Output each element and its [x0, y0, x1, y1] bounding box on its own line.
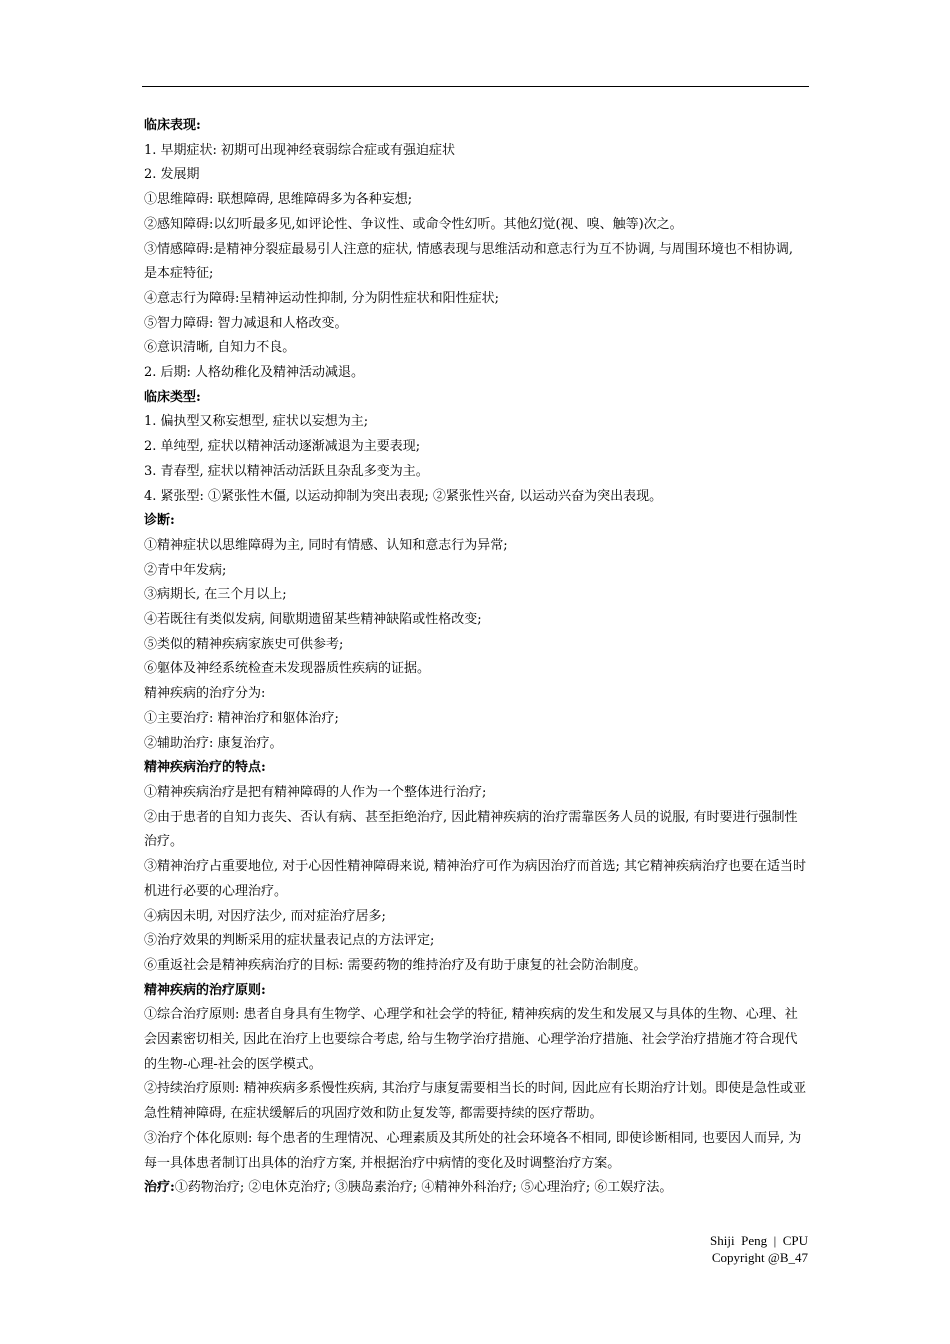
- text-line: ⑥意识清晰, 自知力不良。: [144, 340, 296, 356]
- text-line: ②辅助治疗: 康复治疗。: [144, 735, 283, 751]
- footer-copyright: Copyright @B_47: [711, 1250, 808, 1265]
- text-line: 2. 后期: 人格幼稚化及精神活动减退。: [144, 365, 365, 381]
- treatment-label: 治疗:: [144, 1180, 175, 1196]
- text-line: ①主要治疗: 精神治疗和躯体治疗;: [144, 710, 339, 726]
- text-line: ③病期长, 在三个月以上;: [144, 587, 287, 603]
- text-line: ④若既往有类似发病, 间歇期遗留某些精神缺陷或性格改变;: [144, 612, 482, 628]
- page-footer: [710, 1232, 808, 1266]
- text-line: ①综合治疗原则: 患者自身具有生物学、心理学和社会学的特征, 精神疾病的发生和发展又与具体的生物、心理、社会因素密切相关, 因此在治疗上也要综合考虑, 给与生物学治疗措施、心理学治疗措施、社会学治疗措施才符合现代的生物-心理-社会的医学模式。: [144, 1007, 798, 1072]
- text-line: ⑤治疗效果的判断采用的症状量表记点的方法评定;: [144, 933, 435, 949]
- text-line: ③情感障碍:是精神分裂症最易引人注意的症状, 情感表现与思维活动和意志行为互不协调, 与周围环境也不相协调, 是本症特征;: [144, 241, 794, 282]
- text-line: ⑥重返社会是精神疾病治疗的目标: 需要药物的维持治疗及有助于康复的社会防治制度。: [144, 957, 647, 973]
- text-line: 1. 偏执型又称妄想型, 症状以妄想为主;: [144, 414, 369, 430]
- text-line: ③治疗个体化原则: 每个患者的生理情况、心理素质及其所处的社会环境各不相同, 即使诊断相同, 也要因人而异, 为每一具体患者制订出具体的治疗方案, 并根据治疗中病情的变化及时调整治疗方案。: [144, 1130, 802, 1171]
- text-line: ②青中年发病;: [144, 562, 227, 578]
- section-heading-treatment-principles: 精神疾病的治疗原则:: [144, 982, 266, 998]
- section-heading-diagnosis: 诊断:: [144, 513, 175, 529]
- text-line: ②由于患者的自知力丧失、否认有病、甚至拒绝治疗, 因此精神疾病的治疗需靠医务人员的说服, 有时要进行强制性治疗。: [144, 809, 798, 850]
- treatment-line: [144, 1176, 810, 1201]
- text-line: ④病因未明, 对因疗法少, 而对症治疗居多;: [144, 908, 386, 924]
- text-line: ⑤类似的精神疾病家族史可供参考;: [144, 636, 344, 652]
- text-line: ③精神治疗占重要地位, 对于心因性精神障碍来说, 精神治疗可作为病因治疗而首选; 其它精神疾病治疗也要在适当时机进行必要的心理治疗。: [144, 859, 807, 899]
- text-line: 4. 紧张型: ①紧张性木僵, 以运动抑制为突出表现; ②紧张性兴奋, 以运动兴奋为突出表现。: [144, 488, 663, 504]
- text-line: ②持续治疗原则: 精神疾病多系慢性疾病, 其治疗与康复需要相当长的时间, 因此应有长期治疗计划。即使是急性或亚急性精神障碍, 在症状缓解后的巩固疗效和防止复发等, 都需要持续的医疗帮助。: [144, 1081, 807, 1122]
- text-line: ⑤智力障碍: 智力减退和人格改变。: [144, 315, 348, 331]
- text-line: 3. 青春型, 症状以精神活动活跃且杂乱多变为主。: [144, 463, 429, 479]
- text-line: 2. 单纯型, 症状以精神活动逐渐减退为主要表现;: [144, 439, 421, 455]
- text-line: 1. 早期症状: 初期可出现神经衰弱综合症或有强迫症状: [144, 142, 456, 158]
- text-line: 2. 发展期: [144, 167, 200, 183]
- treatment-text: ①药物治疗; ②电休克治疗; ③胰岛素治疗; ④精神外科治疗; ⑤心理治疗; ⑥工娱疗法。: [174, 1180, 673, 1196]
- header-rule: [142, 86, 809, 87]
- document-body: [144, 114, 810, 1201]
- text-line: 精神疾病的治疗分为:: [144, 686, 266, 702]
- footer-author: Shiji Peng | CPU: [710, 1233, 808, 1248]
- section-heading-clinical-manifestations: 临床表现:: [144, 118, 201, 133]
- text-line: ④意志行为障碍:呈精神运动性抑制, 分为阴性症状和阳性症状;: [144, 290, 500, 306]
- text-line: ①思维障碍: 联想障碍, 思维障碍多为各种妄想;: [144, 192, 413, 208]
- section-heading-clinical-types: 临床类型:: [144, 389, 201, 405]
- section-heading-treatment-features: 精神疾病治疗的特点:: [144, 760, 266, 776]
- text-line: ⑥躯体及神经系统检查未发现器质性疾病的证据。: [144, 661, 431, 677]
- text-line: ②感知障碍:以幻听最多见,如评论性、争议性、或命令性幻听。其他幻觉(视、嗅、触等)次之。: [144, 216, 683, 232]
- text-line: ①精神疾病治疗是把有精神障碍的人作为一个整体进行治疗;: [144, 784, 487, 800]
- text-line: ①精神症状以思维障碍为主, 同时有情感、认知和意志行为异常;: [144, 537, 508, 553]
